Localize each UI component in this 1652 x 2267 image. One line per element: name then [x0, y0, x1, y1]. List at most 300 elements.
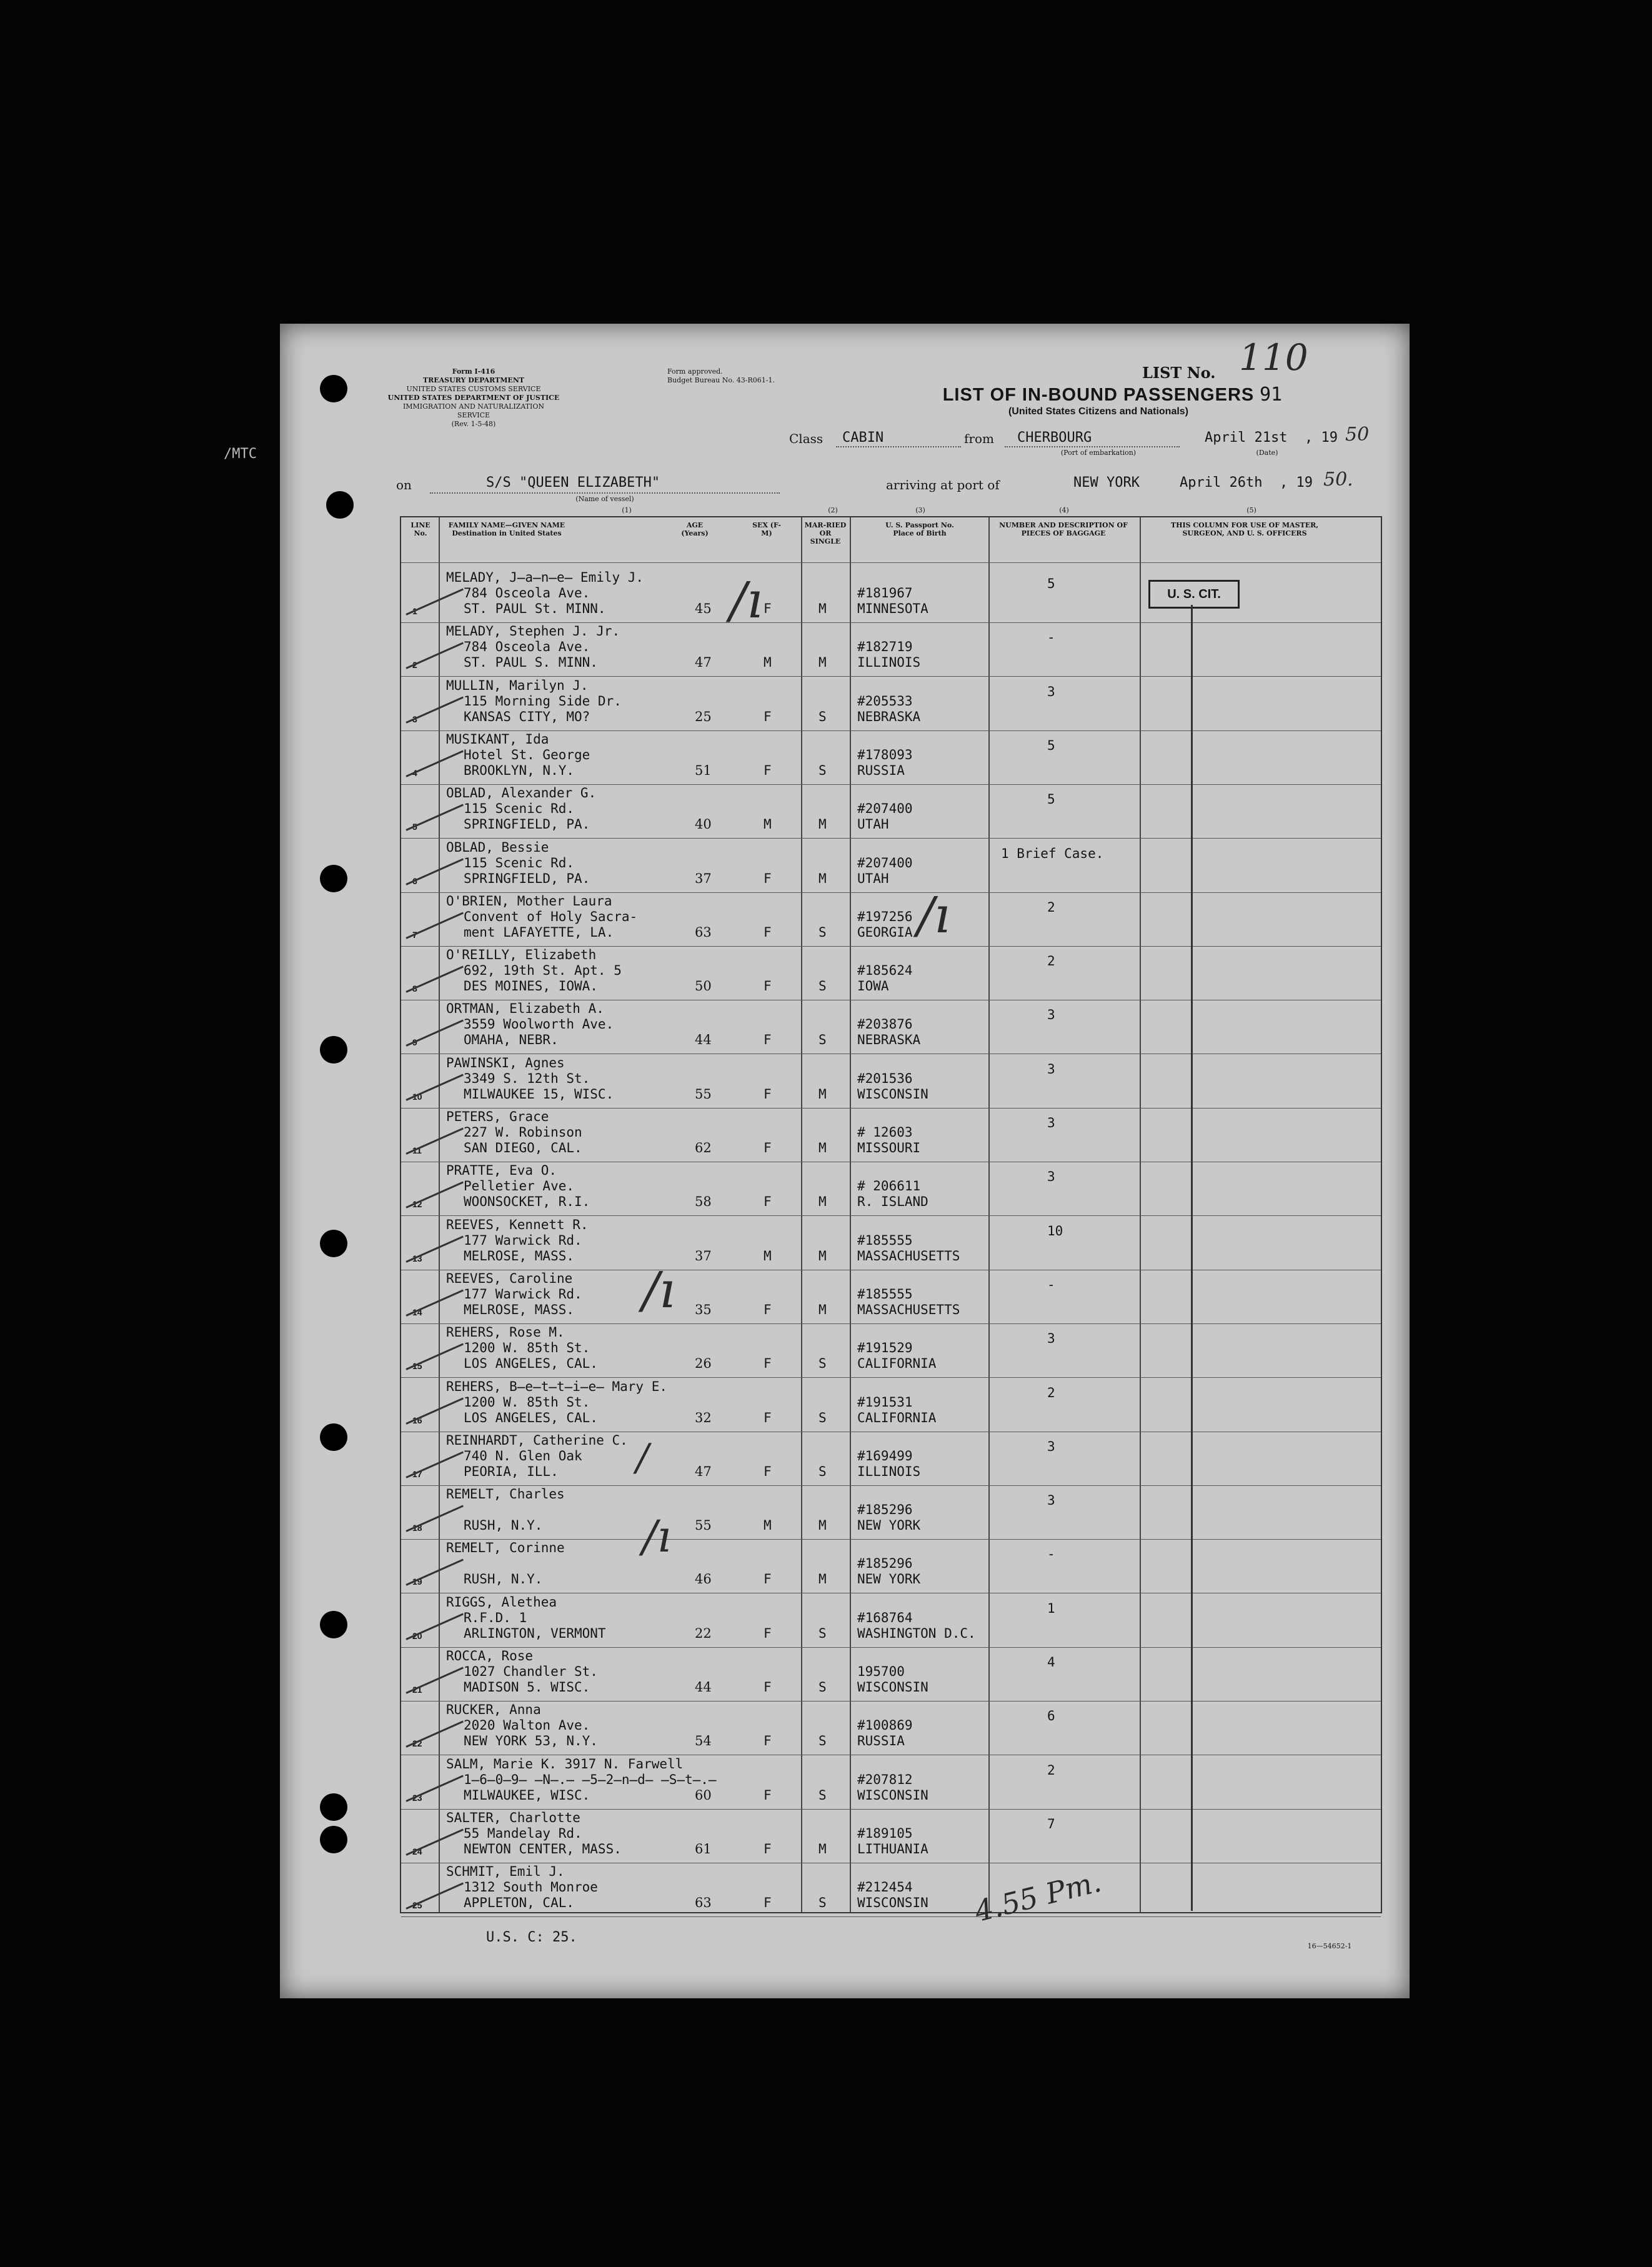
table-row [401, 678, 1381, 732]
baggage-count: - [1047, 630, 1055, 645]
row-rule [401, 730, 1381, 731]
line-number: 4 [412, 767, 417, 778]
name-line: REMELT, Corinne [446, 1540, 565, 1556]
place-of-birth: CALIFORNIA [857, 1410, 937, 1425]
row-rule [401, 1647, 1381, 1648]
marital-status: S [819, 1410, 827, 1425]
row-rule [401, 1377, 1381, 1378]
age-value: 51 [695, 762, 712, 778]
passport-number: #205533 [857, 693, 913, 709]
form-number: Form I-416 [452, 367, 495, 376]
passport-number: #197256 [857, 909, 913, 924]
line-number: 21 [412, 1685, 422, 1695]
checkmark-icon [406, 1451, 464, 1478]
table-row [401, 1325, 1381, 1378]
name-line: RIGGS, Alethea [446, 1594, 557, 1610]
list-no-typed: 91 [1260, 384, 1283, 406]
embarkation-date: April 21st [1205, 430, 1288, 446]
inspector-tick-mark: /ı [642, 1511, 671, 1562]
age-value: 40 [695, 817, 712, 832]
from-underline [1005, 446, 1180, 447]
punch-hole [320, 1611, 347, 1638]
line-number: 13 [412, 1253, 422, 1263]
line-number: 22 [412, 1738, 422, 1749]
age-value: 44 [695, 1032, 712, 1048]
table-row [401, 1001, 1381, 1055]
sex-value: F [764, 1895, 772, 1911]
marital-status: M [819, 1302, 827, 1317]
punch-hole [320, 1230, 347, 1257]
on-label: on [396, 477, 412, 492]
baggage-count: 5 [1047, 737, 1055, 753]
line-number: 25 [412, 1900, 422, 1911]
col-header-passport: U. S. Passport No. Place of Birth [885, 521, 954, 537]
baggage-count: 3 [1047, 1438, 1055, 1454]
name-line: O'REILLY, Elizabeth [446, 947, 597, 963]
inspector-tick-mark: / [636, 1436, 649, 1480]
address-line: 1200 W. 85th St. [464, 1394, 590, 1410]
inspector-tick-mark: /ı [917, 886, 950, 944]
place-of-birth: WISCONSIN [857, 1787, 928, 1803]
baggage-count: - [1047, 1547, 1055, 1562]
punch-hole [320, 1423, 347, 1451]
page-subtitle: (United States Citizens and Nationals) [1008, 406, 1189, 417]
name-line: OBLAD, Alexander G. [446, 785, 597, 801]
baggage-count: 1 [1047, 1600, 1055, 1616]
marital-status: S [819, 1680, 827, 1695]
marital-status: M [819, 870, 827, 886]
sex-value: F [764, 979, 772, 994]
checkmark-icon [406, 1074, 464, 1100]
name-line: SALTER, Charlotte [446, 1810, 580, 1825]
destination-line: ST. PAUL S. MINN. [464, 655, 598, 670]
checkmark-icon [406, 696, 464, 723]
destination-line: KANSAS CITY, MO? [464, 709, 590, 724]
name-line: REHERS, Rose M. [446, 1325, 565, 1340]
age-value: 37 [695, 1248, 712, 1263]
ins-label: IMMIGRATION AND NATURALIZATION SERVICE [402, 402, 545, 419]
table-row [401, 1595, 1381, 1648]
checkmark-icon [406, 1182, 464, 1208]
row-rule [401, 946, 1381, 947]
checkmark-icon [406, 750, 464, 777]
checkmark-icon [406, 1235, 464, 1262]
baggage-count: 3 [1047, 1493, 1055, 1508]
signature-time: 4.55 Pm. [971, 1864, 1105, 1929]
class-underline [836, 446, 961, 447]
destination-line: ST. PAUL St. MINN. [464, 601, 606, 616]
destination-line: SPRINGFIELD, PA. [464, 817, 590, 832]
age-value: 32 [695, 1410, 712, 1425]
passport-number: #185624 [857, 963, 913, 979]
checkmark-icon [406, 1343, 464, 1370]
marital-status: S [819, 979, 827, 994]
class-label: Class [789, 431, 824, 446]
punch-hole [320, 375, 347, 402]
sex-value: F [764, 1302, 772, 1317]
marital-status: S [819, 1895, 827, 1911]
us-citizen-stamp: U. S. CIT. [1148, 580, 1240, 609]
line-number: 11 [412, 1145, 422, 1155]
table-row [401, 1864, 1381, 1918]
list-no-handwritten: 110 [1239, 336, 1308, 379]
destination-line: ment LAFAYETTE, LA. [464, 924, 614, 940]
row-rule [401, 676, 1381, 677]
treasury-label: TREASURY DEPARTMENT [422, 376, 525, 384]
sex-value: F [764, 1086, 772, 1102]
mtc-mark: /MTC [224, 446, 257, 462]
approved-label: Form approved. [667, 367, 723, 376]
table-row [401, 840, 1381, 894]
class-value: CABIN [842, 430, 884, 446]
age-value: 47 [695, 655, 712, 670]
sex-value: F [764, 1032, 772, 1048]
punch-hole [320, 1036, 347, 1064]
sex-value: F [764, 709, 772, 724]
place-of-birth: UTAH [857, 870, 889, 886]
place-of-birth: ILLINOIS [857, 1463, 921, 1479]
col-header-name: FAMILY NAME—GIVEN NAME Destination in United States [448, 521, 565, 537]
passport-number: #207400 [857, 801, 913, 817]
destination-line: LOS ANGELES, CAL. [464, 1410, 598, 1425]
address-line: 227 W. Robinson [464, 1125, 582, 1140]
destination-line: PEORIA, ILL. [464, 1463, 559, 1479]
col-marker-5: (5) [1246, 506, 1256, 514]
sex-value: F [764, 1733, 772, 1749]
place-of-birth: MASSACHUSETTS [857, 1248, 960, 1263]
baggage-count: 2 [1047, 899, 1055, 915]
marital-status: M [819, 1572, 827, 1587]
place-of-birth: WASHINGTON D.C. [857, 1625, 976, 1641]
table-row [401, 1109, 1381, 1163]
address-line: 115 Scenic Rd. [464, 855, 575, 870]
col-header-line: LINE No. [411, 521, 430, 537]
name-line: REHERS, B̶e̶t̶t̶i̶e̶ Mary E. [446, 1378, 668, 1394]
punch-hole [320, 865, 347, 892]
age-value: 55 [695, 1518, 712, 1533]
age-value: 26 [695, 1356, 712, 1372]
place-of-birth: NEW YORK [857, 1518, 921, 1533]
line-number: 6 [412, 875, 417, 886]
line-number: 14 [412, 1307, 422, 1317]
port-embarkation: CHERBOURG [1017, 430, 1092, 446]
passport-number: #185296 [857, 1502, 913, 1518]
address-line: 115 Scenic Rd. [464, 801, 575, 817]
line-number: 23 [412, 1792, 422, 1803]
address-line: Hotel St. George [464, 747, 590, 762]
baggage-count: 2 [1047, 1385, 1055, 1400]
citizen-total: U.S. C: 25. [486, 1930, 577, 1945]
col-header-marital: MAR-RIED OR SINGLE [804, 521, 847, 546]
baggage-count: 2 [1047, 954, 1055, 969]
arrival-date: April 26th [1180, 475, 1263, 491]
address-line: 692, 19th St. Apt. 5 [464, 963, 622, 979]
passport-number: #181967 [857, 585, 913, 600]
name-line: MULLIN, Marilyn J. [446, 677, 589, 693]
col-header-baggage: NUMBER AND DESCRIPTION OF PIECES OF BAGGAGE [999, 521, 1128, 537]
place-of-birth: CALIFORNIA [857, 1356, 937, 1372]
passport-number: # 12603 [857, 1125, 913, 1140]
baggage-count: 3 [1047, 1115, 1055, 1130]
table-row [401, 1055, 1381, 1109]
col-marker-2: (2) [828, 506, 838, 514]
name-line: REINHARDT, Catherine C. [446, 1432, 628, 1448]
marital-status: M [819, 1248, 827, 1263]
baggage-count: 3 [1047, 1169, 1055, 1185]
page-title: LIST OF IN-BOUND PASSENGERS [942, 385, 1255, 405]
destination-line: NEW YORK 53, N.Y. [464, 1733, 598, 1749]
col-header-age: AGE (Years) [681, 521, 709, 537]
place-of-birth: MISSOURI [857, 1140, 921, 1155]
address-line: 784 Osceola Ave. [464, 585, 590, 600]
age-value: 25 [695, 709, 712, 724]
sex-value: M [764, 655, 772, 670]
place-of-birth: RUSSIA [857, 762, 905, 778]
customs-label: UNITED STATES CUSTOMS SERVICE [406, 385, 541, 393]
line-number: 1 [412, 606, 417, 616]
address-line: 1200 W. 85th St. [464, 1340, 590, 1356]
col-header-sex: SEX (F-M) [752, 521, 781, 537]
age-value: 46 [695, 1572, 712, 1587]
sex-value: F [764, 1410, 772, 1425]
line-number: 8 [412, 984, 417, 994]
sex-value: F [764, 924, 772, 940]
checkmark-icon [406, 588, 464, 615]
justice-label: UNITED STATES DEPARTMENT OF JUSTICE [387, 394, 560, 402]
sex-value: F [764, 1787, 772, 1803]
row-rule [401, 784, 1381, 785]
checkmark-icon [406, 1397, 464, 1424]
line-number: 3 [412, 714, 417, 724]
name-line: MELADY, J̶a̶n̶e̶ Emily J. [446, 570, 644, 585]
table-row [401, 947, 1381, 1001]
passport-number: #201536 [857, 1070, 913, 1086]
checkmark-icon [406, 1289, 464, 1316]
table-row [401, 624, 1381, 677]
line-number: 16 [412, 1415, 422, 1425]
destination-line: BROOKLYN, N.Y. [464, 762, 575, 778]
sex-value: F [764, 1680, 772, 1695]
name-line: REMELT, Charles [446, 1487, 565, 1502]
arrival-year: 50. [1323, 469, 1353, 491]
name-line: PAWINSKI, Agnes [446, 1055, 565, 1070]
table-row [401, 1648, 1381, 1702]
marital-status: S [819, 762, 827, 778]
destination-line: MILWAUKEE 15, WISC. [464, 1086, 614, 1102]
marital-status: S [819, 924, 827, 940]
inspector-tick-mark: /ı [642, 1261, 675, 1319]
address-line: 740 N. Glen Oak [464, 1448, 582, 1463]
place-of-birth: LITHUANIA [857, 1841, 928, 1856]
place-of-birth: UTAH [857, 817, 889, 832]
approval-block [667, 367, 842, 385]
col-marker-1: (1) [622, 506, 632, 514]
marital-status: S [819, 1032, 827, 1048]
destination-line: RUSH, N.Y. [464, 1518, 543, 1533]
address-line: 177 Warwick Rd. [464, 1232, 582, 1248]
age-value: 63 [695, 924, 712, 940]
line-number: 17 [412, 1468, 422, 1479]
checkmark-icon [406, 1127, 464, 1154]
baggage-count: 1 Brief Case. [1001, 845, 1104, 861]
checkmark-icon [406, 1883, 464, 1910]
row-rule [401, 1809, 1381, 1810]
destination-line: LOS ANGELES, CAL. [464, 1356, 598, 1372]
passport-number: #207812 [857, 1771, 913, 1787]
from-label: from [964, 431, 994, 446]
baggage-count: 5 [1047, 576, 1055, 591]
embarkation-year-prefix: , 19 [1305, 430, 1338, 446]
table-row [401, 732, 1381, 785]
form-block [386, 367, 561, 429]
col-header-officers: THIS COLUMN FOR USE OF MASTER, SURGEON, AND U. S. OFFICERS [1170, 521, 1319, 537]
row-rule [401, 838, 1381, 839]
sex-value: F [764, 1140, 772, 1155]
arrival-port: NEW YORK [1073, 475, 1140, 491]
address-line: 177 Warwick Rd. [464, 1286, 582, 1302]
sex-value: F [764, 601, 772, 616]
marital-status: S [819, 1625, 827, 1641]
age-value: 47 [695, 1463, 712, 1479]
place-of-birth: IOWA [857, 979, 889, 994]
col-marker-3: (3) [915, 506, 925, 514]
age-value: 35 [695, 1302, 712, 1317]
checkmark-icon [406, 858, 464, 885]
destination-line: MELROSE, MASS. [464, 1248, 575, 1263]
line-number: 19 [412, 1577, 422, 1587]
table-row [401, 1540, 1381, 1594]
baggage-count: 4 [1047, 1655, 1055, 1670]
row-rule [401, 1323, 1381, 1324]
us-citizen-bracket-line [1191, 605, 1193, 1911]
marital-status: S [819, 1463, 827, 1479]
sex-value: F [764, 1841, 772, 1856]
row-rule [401, 1215, 1381, 1216]
sex-value: F [764, 1463, 772, 1479]
place-of-birth: RUSSIA [857, 1733, 905, 1749]
sex-value: F [764, 762, 772, 778]
line-number: 18 [412, 1523, 422, 1533]
age-value: 37 [695, 870, 712, 886]
age-value: 58 [695, 1194, 712, 1210]
marital-status: S [819, 1356, 827, 1372]
destination-line: MELROSE, MASS. [464, 1302, 575, 1317]
table-row [401, 1271, 1381, 1325]
table-row [401, 1379, 1381, 1433]
sex-value: F [764, 870, 772, 886]
table-row [401, 785, 1381, 839]
age-value: 22 [695, 1625, 712, 1641]
destination-line: OMAHA, NEBR. [464, 1032, 559, 1048]
marital-status: M [819, 601, 827, 616]
address-line: 3349 S. 12th St. [464, 1070, 590, 1086]
passport-number: # 206611 [857, 1178, 921, 1194]
date-note: (Date) [1256, 449, 1278, 457]
row-rule [401, 1916, 1381, 1917]
vessel-name: S/S "QUEEN ELIZABETH" [486, 475, 660, 491]
checkmark-icon [406, 804, 464, 831]
baggage-count: 3 [1047, 1061, 1055, 1077]
punch-hole [320, 1793, 347, 1821]
passport-number: #182719 [857, 639, 913, 655]
baggage-count: 10 [1047, 1223, 1063, 1238]
sex-value: M [764, 1518, 772, 1533]
name-line: SALM, Marie K. 3917 N. Farwell [446, 1756, 684, 1771]
marital-status: M [819, 1140, 827, 1155]
name-line: SCHMIT, Emil J. [446, 1864, 565, 1880]
age-value: 54 [695, 1733, 712, 1749]
address-line: 784 Osceola Ave. [464, 639, 590, 655]
age-value: 63 [695, 1895, 712, 1911]
passport-number: #189105 [857, 1825, 913, 1841]
name-line: MUSIKANT, Ida [446, 731, 549, 747]
name-line: ORTMAN, Elizabeth A. [446, 1001, 604, 1017]
address-line: 55 Mandelay Rd. [464, 1825, 582, 1841]
age-value: 44 [695, 1680, 712, 1695]
address-line: 1027 Chandler St. [464, 1664, 598, 1679]
name-line: RUCKER, Anna [446, 1702, 541, 1718]
destination-line: DES MOINES, IOWA. [464, 979, 598, 994]
place-of-birth: NEW YORK [857, 1572, 921, 1587]
place-of-birth: WISCONSIN [857, 1895, 928, 1911]
destination-line: WOONSOCKET, R.I. [464, 1194, 590, 1210]
name-line: REEVES, Caroline [446, 1270, 573, 1286]
marital-status: M [819, 1194, 827, 1210]
baggage-count: 3 [1047, 684, 1055, 699]
checkmark-icon [406, 912, 464, 939]
address-line: Convent of Holy Sacra- [464, 909, 638, 924]
line-number: 9 [412, 1037, 417, 1048]
place-of-birth: GEORGIA [857, 924, 913, 940]
marital-status: S [819, 709, 827, 724]
marital-status: M [819, 1841, 827, 1856]
manifest-sheet [224, 324, 1410, 1998]
place-of-birth: WISCONSIN [857, 1086, 928, 1102]
marital-status: S [819, 1787, 827, 1803]
destination-line: SAN DIEGO, CAL. [464, 1140, 582, 1155]
line-number: 10 [412, 1091, 422, 1102]
age-value: 55 [695, 1086, 712, 1102]
table-row [401, 1487, 1381, 1540]
address-line: 1̶6̶0̶9̶ ̶N̶.̶ ̶5̶2̶n̶d̶ ̶S̶t̶.̶ [464, 1771, 717, 1787]
line-number: 15 [412, 1361, 422, 1372]
row-rule [401, 1108, 1381, 1109]
passenger-table [400, 516, 1382, 1913]
arriving-label: arriving at port of [886, 477, 1000, 492]
address-line: 3559 Woolworth Ave. [464, 1017, 614, 1032]
header-rule [401, 562, 1381, 563]
address-line: R.F.D. 1 [464, 1610, 527, 1625]
marital-status: S [819, 1733, 827, 1749]
destination-line: APPLETON, CAL. [464, 1895, 575, 1911]
place-of-birth: MINNESOTA [857, 601, 928, 616]
baggage-count: 5 [1047, 792, 1055, 807]
port-embarkation-note: (Port of embarkation) [1060, 449, 1137, 457]
checkmark-icon [406, 1613, 464, 1640]
list-no-label: LIST No. [1142, 364, 1216, 382]
passport-number: #178093 [857, 747, 913, 762]
passport-number: #100869 [857, 1718, 913, 1733]
row-rule [401, 1485, 1381, 1486]
table-row [401, 1810, 1381, 1864]
checkmark-icon [406, 1775, 464, 1801]
line-number: 2 [412, 660, 417, 670]
passport-number: #191529 [857, 1340, 913, 1356]
place-of-birth: MASSACHUSETTS [857, 1302, 960, 1317]
checkmark-icon [406, 1667, 464, 1693]
name-line: MELADY, Stephen J. Jr. [446, 624, 620, 639]
marital-status: M [819, 655, 827, 670]
